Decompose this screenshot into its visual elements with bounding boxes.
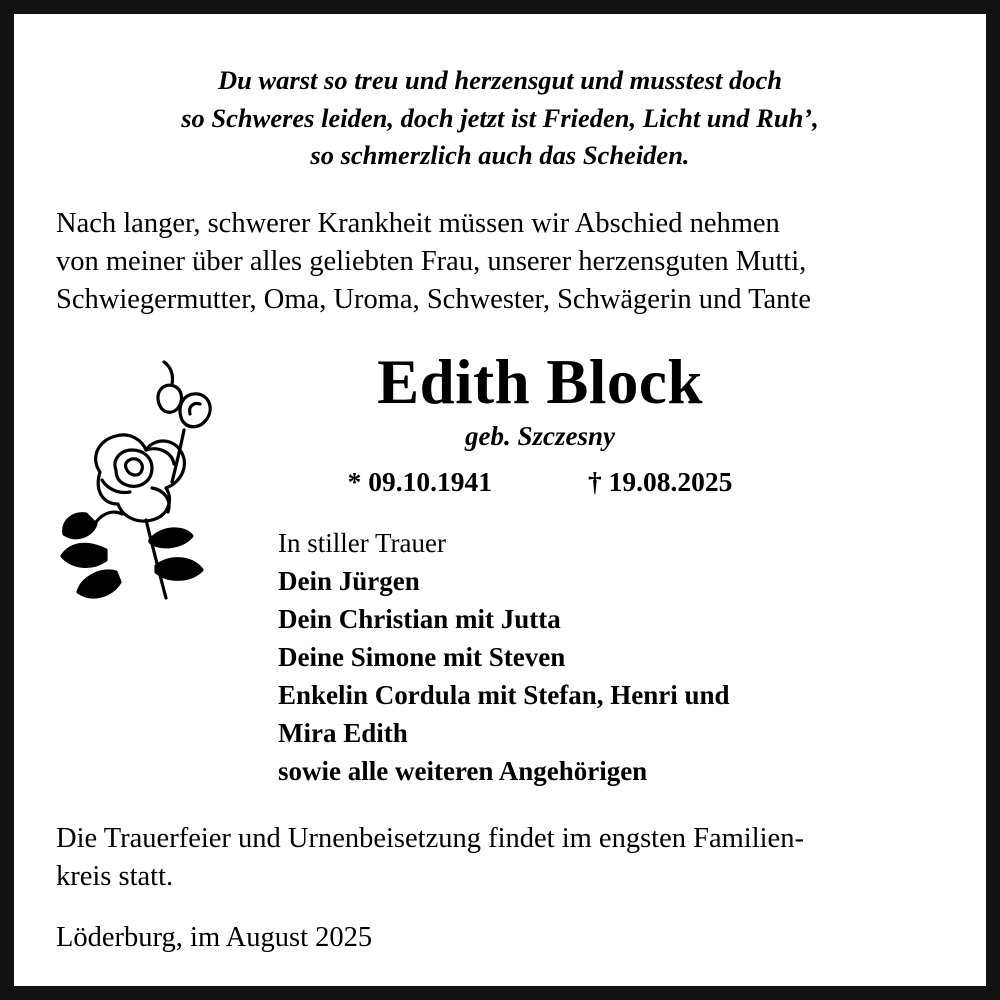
verse-line: Du warst so treu und herzensgut und musstest doch bbox=[217, 65, 783, 95]
ceremony-line: Die Trauerfeier und Urnenbeisetzung findet im engsten Familien- bbox=[56, 823, 804, 855]
place-and-date: Löderburg, im August 2025 bbox=[56, 921, 373, 953]
mourners-lead: In stiller Trauer bbox=[278, 527, 446, 558]
mourner-line: Dein Christian mit Jutta bbox=[278, 603, 561, 634]
ceremony-note bbox=[56, 820, 944, 896]
birth-date: * 09.10.1941 bbox=[347, 465, 492, 497]
memorial-verse bbox=[56, 62, 944, 175]
intro-line: Schwiegermutter, Oma, Uroma, Schwester, Schwägerin und Tante bbox=[56, 283, 811, 315]
mourner-line: Enkelin Cordula mit Stefan, Henri und bbox=[278, 679, 730, 710]
verse-line: so Schweres leiden, doch jetzt ist Frieden, Licht und Ruh’, bbox=[181, 102, 819, 133]
death-date: † 19.08.2025 bbox=[588, 465, 733, 497]
mourner-line: Dein Jürgen bbox=[278, 565, 420, 596]
notice-content bbox=[14, 14, 986, 986]
life-dates bbox=[136, 466, 944, 498]
intro-line: Nach langer, schwerer Krankheit müssen wir Abschied nehmen bbox=[56, 207, 780, 239]
verse-line: so schmerzlich auch das Scheiden. bbox=[310, 140, 690, 171]
deceased-name: Edith Block bbox=[377, 346, 703, 417]
intro-line: von meiner über alles geliebten Frau, unserer herzensguten Mutti, bbox=[56, 245, 807, 277]
mourner-line: Mira Edith bbox=[278, 718, 408, 748]
intro-paragraph bbox=[56, 205, 944, 319]
ceremony-line: kreis statt. bbox=[56, 861, 174, 893]
maiden-name: geb. Szczesny bbox=[465, 420, 615, 451]
mourner-line: Deine Simone mit Steven bbox=[278, 641, 566, 672]
rose-icon bbox=[42, 354, 232, 634]
mourner-line: sowie alle weiteren Angehörigen bbox=[278, 756, 648, 787]
